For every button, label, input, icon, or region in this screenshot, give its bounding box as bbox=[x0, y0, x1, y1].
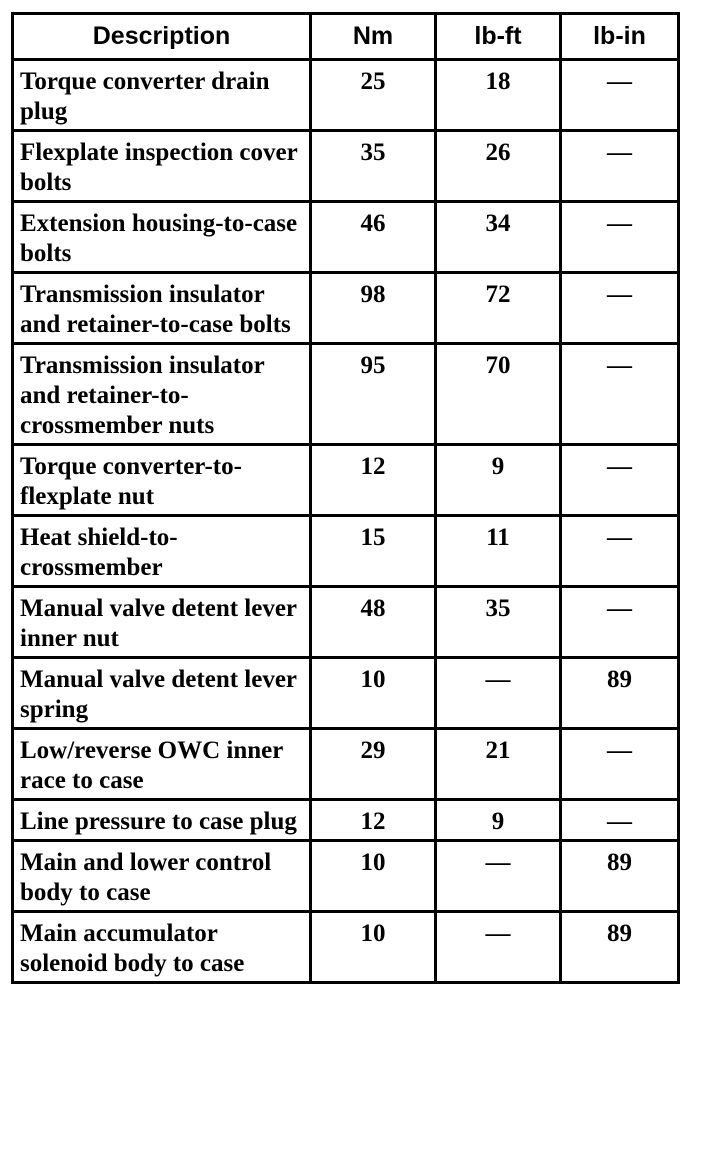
nm-cell: 35 bbox=[311, 131, 436, 202]
description-cell: Transmission insulator and retainer-to-crossmember nuts bbox=[13, 344, 311, 445]
description-cell: Flexplate inspection cover bolts bbox=[13, 131, 311, 202]
lb-ft-cell: 26 bbox=[436, 131, 561, 202]
lb-ft-cell: 72 bbox=[436, 273, 561, 344]
description-cell: Main accumulator solenoid body to case bbox=[13, 912, 311, 983]
description-cell: Heat shield-to-crossmember bbox=[13, 516, 311, 587]
lb-in-cell: — bbox=[561, 60, 679, 131]
table-row bbox=[13, 912, 679, 983]
nm-cell: 10 bbox=[311, 912, 436, 983]
lb-in-cell: — bbox=[561, 587, 679, 658]
nm-cell: 12 bbox=[311, 445, 436, 516]
lb-in-cell: — bbox=[561, 273, 679, 344]
description-cell: Main and lower control body to case bbox=[13, 841, 311, 912]
lb-in-cell: — bbox=[561, 800, 679, 841]
lb-ft-cell: 9 bbox=[436, 800, 561, 841]
lb-in-cell: — bbox=[561, 729, 679, 800]
lb-ft-cell: 34 bbox=[436, 202, 561, 273]
header-lb-ft: lb-ft bbox=[436, 14, 561, 60]
lb-ft-cell: 70 bbox=[436, 344, 561, 445]
header-nm: Nm bbox=[311, 14, 436, 60]
lb-in-cell: — bbox=[561, 516, 679, 587]
table-body bbox=[13, 60, 679, 983]
lb-in-cell: 89 bbox=[561, 658, 679, 729]
nm-cell: 15 bbox=[311, 516, 436, 587]
lb-ft-cell: 18 bbox=[436, 60, 561, 131]
lb-in-cell: 89 bbox=[561, 912, 679, 983]
lb-in-cell: — bbox=[561, 202, 679, 273]
description-cell: Transmission insulator and retainer-to-case bolts bbox=[13, 273, 311, 344]
nm-cell: 95 bbox=[311, 344, 436, 445]
description-cell: Line pressure to case plug bbox=[13, 800, 311, 841]
torque-specifications-table bbox=[11, 12, 680, 984]
header-lb-in: lb-in bbox=[561, 14, 679, 60]
table-row bbox=[13, 344, 679, 445]
lb-ft-cell: 9 bbox=[436, 445, 561, 516]
nm-cell: 25 bbox=[311, 60, 436, 131]
lb-ft-cell: — bbox=[436, 912, 561, 983]
lb-ft-cell: — bbox=[436, 658, 561, 729]
lb-ft-cell: — bbox=[436, 841, 561, 912]
nm-cell: 98 bbox=[311, 273, 436, 344]
nm-cell: 10 bbox=[311, 841, 436, 912]
table-row bbox=[13, 841, 679, 912]
description-cell: Manual valve detent lever inner nut bbox=[13, 587, 311, 658]
table-row bbox=[13, 202, 679, 273]
nm-cell: 48 bbox=[311, 587, 436, 658]
nm-cell: 10 bbox=[311, 658, 436, 729]
nm-cell: 29 bbox=[311, 729, 436, 800]
lb-in-cell: — bbox=[561, 445, 679, 516]
table-row bbox=[13, 729, 679, 800]
description-cell: Manual valve detent lever spring bbox=[13, 658, 311, 729]
lb-in-cell: — bbox=[561, 344, 679, 445]
lb-ft-cell: 21 bbox=[436, 729, 561, 800]
description-cell: Extension housing-to-case bolts bbox=[13, 202, 311, 273]
table-row bbox=[13, 60, 679, 131]
header-row bbox=[13, 14, 679, 60]
header-description: Description bbox=[13, 14, 311, 60]
lb-ft-cell: 11 bbox=[436, 516, 561, 587]
description-cell: Low/reverse OWC inner race to case bbox=[13, 729, 311, 800]
table-row bbox=[13, 445, 679, 516]
table-row bbox=[13, 516, 679, 587]
lb-ft-cell: 35 bbox=[436, 587, 561, 658]
table-row bbox=[13, 658, 679, 729]
table-row bbox=[13, 273, 679, 344]
lb-in-cell: 89 bbox=[561, 841, 679, 912]
table-row bbox=[13, 131, 679, 202]
table-row bbox=[13, 587, 679, 658]
nm-cell: 46 bbox=[311, 202, 436, 273]
nm-cell: 12 bbox=[311, 800, 436, 841]
description-cell: Torque converter drain plug bbox=[13, 60, 311, 131]
lb-in-cell: — bbox=[561, 131, 679, 202]
table-row bbox=[13, 800, 679, 841]
description-cell: Torque converter-to-flexplate nut bbox=[13, 445, 311, 516]
